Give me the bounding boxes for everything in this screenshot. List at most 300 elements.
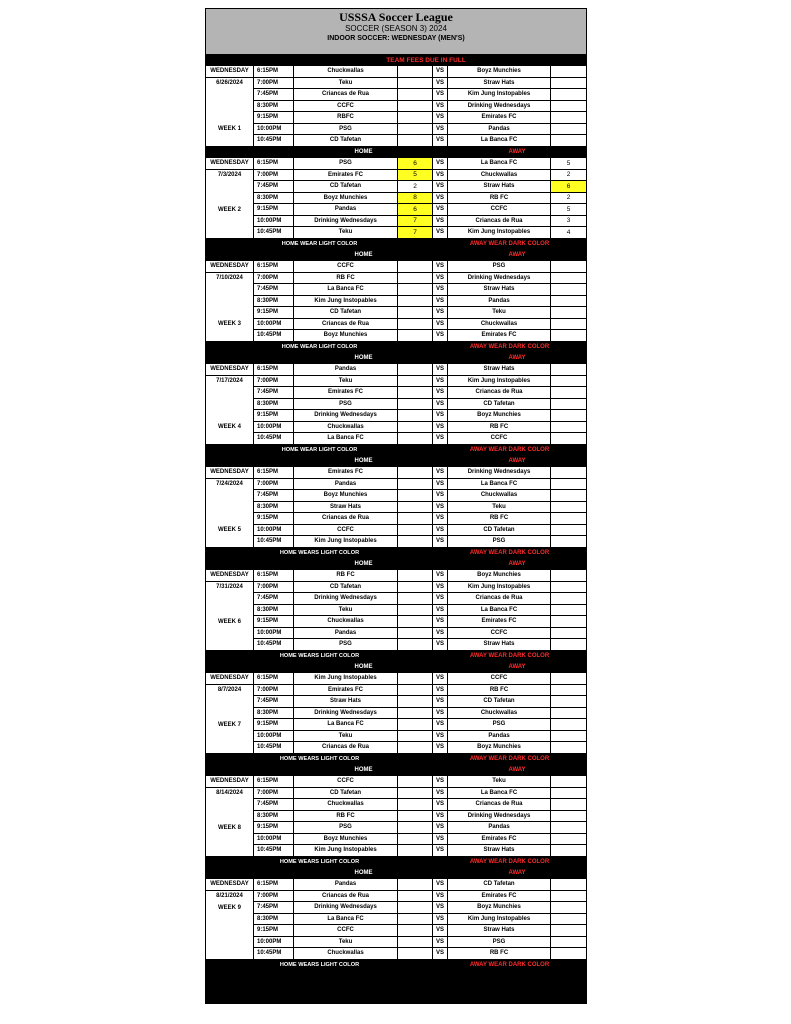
vs-label: VS [433,364,448,376]
game-row [206,776,586,788]
away-score [551,101,586,113]
away-score [551,605,586,617]
game-row [206,891,586,903]
away-score [551,570,586,582]
game-time: 6:15PM [254,261,294,273]
home-away-header [206,868,586,880]
jersey-color-bar [206,857,586,868]
day-cell [206,605,254,617]
game-time: 10:00PM [254,216,294,228]
away-team: Emirates FC [448,891,551,903]
game-row [206,731,586,743]
header-spacer [433,662,448,674]
home-away-header [206,353,586,365]
away-team: CD Tafetan [448,696,551,708]
away-team: Teku [448,307,551,319]
header-spacer [254,456,294,468]
vs-label: VS [433,101,448,113]
game-time: 7:00PM [254,582,294,594]
away-team: RB FC [448,685,551,697]
game-time: 8:30PM [254,101,294,113]
game-row [206,742,586,754]
week-date: 8/7/2024 [206,685,254,697]
jersey-color-bar [206,754,586,765]
weekday-label: WEDNESDAY [206,66,254,78]
vs-label: VS [433,891,448,903]
week-block [206,66,586,147]
away-team: Boyz Munchies [448,742,551,754]
away-score [551,834,586,846]
game-time: 10:45PM [254,433,294,445]
game-row [206,593,586,605]
away-score [551,719,586,731]
week-label: WEEK 3 [206,319,254,331]
header-spacer [206,868,254,880]
home-team: Drinking Wednesdays [294,708,398,720]
game-row [206,788,586,800]
home-score [398,685,433,697]
vs-label: VS [433,181,448,193]
day-cell [206,845,254,857]
away-color-note: AWAY WEAR DARK COLOR [469,653,550,659]
game-row [206,467,586,479]
vs-label: VS [433,273,448,285]
away-team: Emirates FC [448,112,551,124]
vs-label: VS [433,948,448,960]
vs-label: VS [433,216,448,228]
game-row [206,330,586,342]
home-away-header [206,765,586,777]
header-spacer [206,353,254,365]
game-row [206,307,586,319]
away-header: AWAY [448,456,586,468]
home-score [398,673,433,685]
vs-label: VS [433,433,448,445]
home-score [398,112,433,124]
away-team: CCFC [448,433,551,445]
away-score [551,307,586,319]
home-team: Teku [294,731,398,743]
away-score [551,536,586,548]
home-score [398,822,433,834]
vs-label: VS [433,708,448,720]
home-score [398,902,433,914]
day-cell [206,536,254,548]
game-row [206,479,586,491]
game-time: 9:15PM [254,204,294,216]
home-team: Straw Hats [294,696,398,708]
game-row [206,181,586,193]
home-team: Boyz Munchies [294,834,398,846]
vs-label: VS [433,399,448,411]
home-score: 7 [398,227,433,239]
vs-label: VS [433,376,448,388]
game-time: 7:00PM [254,78,294,90]
away-score [551,78,586,90]
home-team: Criancas de Rua [294,319,398,331]
away-score [551,914,586,926]
home-color-note: HOME WEARS LIGHT COLOR [279,962,360,968]
home-score [398,89,433,101]
game-row [206,273,586,285]
game-time: 10:45PM [254,948,294,960]
home-score [398,330,433,342]
game-row [206,799,586,811]
team-fees-notice: TEAM FEES DUE IN FULL [206,55,586,66]
game-time: 6:15PM [254,879,294,891]
vs-label: VS [433,158,448,170]
away-score [551,948,586,960]
game-time: 7:00PM [254,273,294,285]
game-time: 8:30PM [254,811,294,823]
home-score [398,948,433,960]
home-team: Chuckwallas [294,948,398,960]
game-row [206,719,586,731]
day-cell [206,937,254,949]
game-time: 6:15PM [254,570,294,582]
away-color-note: AWAY WEAR DARK COLOR [469,241,550,247]
game-row [206,811,586,823]
game-time: 7:45PM [254,593,294,605]
vs-label: VS [433,673,448,685]
game-row [206,513,586,525]
away-score [551,685,586,697]
week-label: WEEK 8 [206,822,254,834]
game-row [206,135,586,147]
away-score [551,284,586,296]
away-score [551,330,586,342]
away-team: CD Tafetan [448,399,551,411]
away-header: AWAY [448,353,586,365]
day-cell [206,135,254,147]
away-team: La Banca FC [448,788,551,800]
vs-label: VS [433,696,448,708]
home-score [398,937,433,949]
game-time: 7:00PM [254,479,294,491]
away-color-note: AWAY WEAR DARK COLOR [469,962,550,968]
game-row [206,879,586,891]
home-team: Pandas [294,204,398,216]
week-block [206,250,586,353]
home-color-note: HOME WEAR LIGHT COLOR [281,447,358,453]
away-score [551,364,586,376]
day-cell [206,811,254,823]
header-spacer [433,559,448,571]
vs-label: VS [433,582,448,594]
home-team: CCFC [294,101,398,113]
home-score: 6 [398,204,433,216]
division-label: INDOOR SOCCER: WEDNESDAY (MEN'S) [327,35,465,42]
home-color-note: HOME WEARS LIGHT COLOR [279,550,360,556]
header-spacer [206,147,254,159]
away-team: Pandas [448,731,551,743]
home-team: Chuckwallas [294,799,398,811]
vs-label: VS [433,387,448,399]
home-team: Teku [294,937,398,949]
home-score [398,364,433,376]
home-score: 6 [398,158,433,170]
game-row [206,227,586,239]
home-score [398,66,433,78]
home-score [398,605,433,617]
header-spacer [433,765,448,777]
week-date: 6/26/2024 [206,78,254,90]
day-cell [206,834,254,846]
away-score [551,479,586,491]
game-time: 8:30PM [254,914,294,926]
away-color-note: AWAY WEAR DARK COLOR [469,756,550,762]
home-team: Criancas de Rua [294,742,398,754]
home-score [398,124,433,136]
day-cell [206,490,254,502]
home-team: Teku [294,376,398,388]
home-score: 2 [398,181,433,193]
away-team: Emirates FC [448,616,551,628]
game-row [206,170,586,182]
away-score [551,433,586,445]
weekday-label: WEDNESDAY [206,467,254,479]
day-cell [206,227,254,239]
game-time: 9:15PM [254,719,294,731]
away-score: 6 [551,181,586,193]
vs-label: VS [433,193,448,205]
home-away-header [206,456,586,468]
game-row [206,616,586,628]
day-cell [206,330,254,342]
day-cell [206,433,254,445]
away-score [551,89,586,101]
game-row [206,639,586,651]
away-header: AWAY [448,147,586,159]
home-score [398,399,433,411]
schedule-header [206,9,586,55]
vs-label: VS [433,719,448,731]
away-team: Drinking Wednesdays [448,811,551,823]
home-team: CD Tafetan [294,582,398,594]
home-team: CCFC [294,925,398,937]
day-cell [206,89,254,101]
game-row [206,914,586,926]
header-spacer [254,147,294,159]
away-team: Pandas [448,296,551,308]
away-score [551,891,586,903]
home-score [398,570,433,582]
home-score [398,296,433,308]
weekday-label: WEDNESDAY [206,673,254,685]
away-score [551,525,586,537]
home-score [398,628,433,640]
home-team: Emirates FC [294,685,398,697]
away-score: 5 [551,204,586,216]
jersey-color-bar [206,960,586,971]
vs-label: VS [433,845,448,857]
game-row [206,845,586,857]
home-team: La Banca FC [294,914,398,926]
weeks-container [206,66,586,971]
jersey-color-bar [206,651,586,662]
game-time: 6:15PM [254,158,294,170]
home-score [398,479,433,491]
away-team: Chuckwallas [448,490,551,502]
away-team: Straw Hats [448,925,551,937]
away-score [551,925,586,937]
home-team: Emirates FC [294,467,398,479]
away-score [551,776,586,788]
game-row [206,376,586,388]
game-row [206,89,586,101]
away-score [551,112,586,124]
home-away-header [206,250,586,262]
game-time: 7:45PM [254,89,294,101]
vs-label: VS [433,799,448,811]
home-score [398,696,433,708]
game-row [206,948,586,960]
game-row [206,101,586,113]
game-time: 7:45PM [254,490,294,502]
header-spacer [254,868,294,880]
home-away-header [206,559,586,571]
game-row [206,319,586,331]
away-score [551,628,586,640]
away-team: La Banca FC [448,135,551,147]
day-cell [206,742,254,754]
game-row [206,708,586,720]
home-header: HOME [294,353,433,365]
away-header: AWAY [448,662,586,674]
vs-label: VS [433,227,448,239]
away-score [551,616,586,628]
home-score [398,422,433,434]
away-team: Drinking Wednesdays [448,467,551,479]
week-label: WEEK 9 [206,902,254,914]
jersey-color-bar [206,548,586,559]
home-team: Emirates FC [294,170,398,182]
game-row [206,433,586,445]
home-score [398,101,433,113]
away-score [551,490,586,502]
away-score [551,467,586,479]
week-label: WEEK 4 [206,422,254,434]
home-color-note: HOME WEARS LIGHT COLOR [279,859,360,865]
game-row [206,112,586,124]
game-time: 10:00PM [254,124,294,136]
vs-label: VS [433,570,448,582]
away-score [551,502,586,514]
jersey-color-bar [206,239,586,250]
game-row [206,582,586,594]
game-time: 7:45PM [254,387,294,399]
away-score: 3 [551,216,586,228]
home-team: Kim Jung Instopables [294,845,398,857]
day-cell [206,731,254,743]
vs-label: VS [433,788,448,800]
week-label: WEEK 2 [206,204,254,216]
away-header: AWAY [448,559,586,571]
game-time: 7:45PM [254,902,294,914]
game-time: 10:45PM [254,135,294,147]
game-time: 6:15PM [254,673,294,685]
home-score [398,513,433,525]
vs-label: VS [433,834,448,846]
header-spacer [206,456,254,468]
home-header: HOME [294,765,433,777]
away-header: AWAY [448,765,586,777]
game-time: 6:15PM [254,66,294,78]
day-cell [206,708,254,720]
week-block [206,456,586,559]
game-time: 8:30PM [254,193,294,205]
home-team: La Banca FC [294,719,398,731]
vs-label: VS [433,525,448,537]
game-time: 7:00PM [254,170,294,182]
jersey-color-bar [206,342,586,353]
away-score [551,696,586,708]
home-score: 7 [398,216,433,228]
game-row [206,570,586,582]
away-score [551,742,586,754]
header-spacer [254,250,294,262]
vs-label: VS [433,822,448,834]
away-score [551,410,586,422]
day-cell [206,502,254,514]
away-score [551,902,586,914]
away-color-note: AWAY WEAR DARK COLOR [469,859,550,865]
game-time: 9:15PM [254,410,294,422]
away-score [551,376,586,388]
week-date: 7/10/2024 [206,273,254,285]
vs-label: VS [433,628,448,640]
away-score [551,319,586,331]
away-score [551,845,586,857]
header-spacer [254,559,294,571]
away-header: AWAY [448,868,586,880]
away-team: Emirates FC [448,834,551,846]
day-cell [206,399,254,411]
home-score [398,708,433,720]
game-row [206,78,586,90]
away-team: Straw Hats [448,284,551,296]
home-team: Criancas de Rua [294,891,398,903]
away-score [551,66,586,78]
vs-label: VS [433,135,448,147]
home-team: CCFC [294,776,398,788]
day-cell [206,284,254,296]
home-score [398,387,433,399]
week-block [206,559,586,662]
game-time: 10:00PM [254,834,294,846]
away-team: CCFC [448,673,551,685]
away-score [551,937,586,949]
game-time: 10:00PM [254,422,294,434]
away-score [551,593,586,605]
home-team: La Banca FC [294,284,398,296]
home-score [398,582,433,594]
home-team: La Banca FC [294,433,398,445]
home-score [398,879,433,891]
home-team: CCFC [294,525,398,537]
home-team: CD Tafetan [294,788,398,800]
home-score [398,376,433,388]
vs-label: VS [433,937,448,949]
header-spacer [433,456,448,468]
home-score [398,845,433,857]
away-score [551,822,586,834]
home-team: Emirates FC [294,387,398,399]
vs-label: VS [433,284,448,296]
week-date: 8/14/2024 [206,788,254,800]
vs-label: VS [433,66,448,78]
header-spacer [433,147,448,159]
